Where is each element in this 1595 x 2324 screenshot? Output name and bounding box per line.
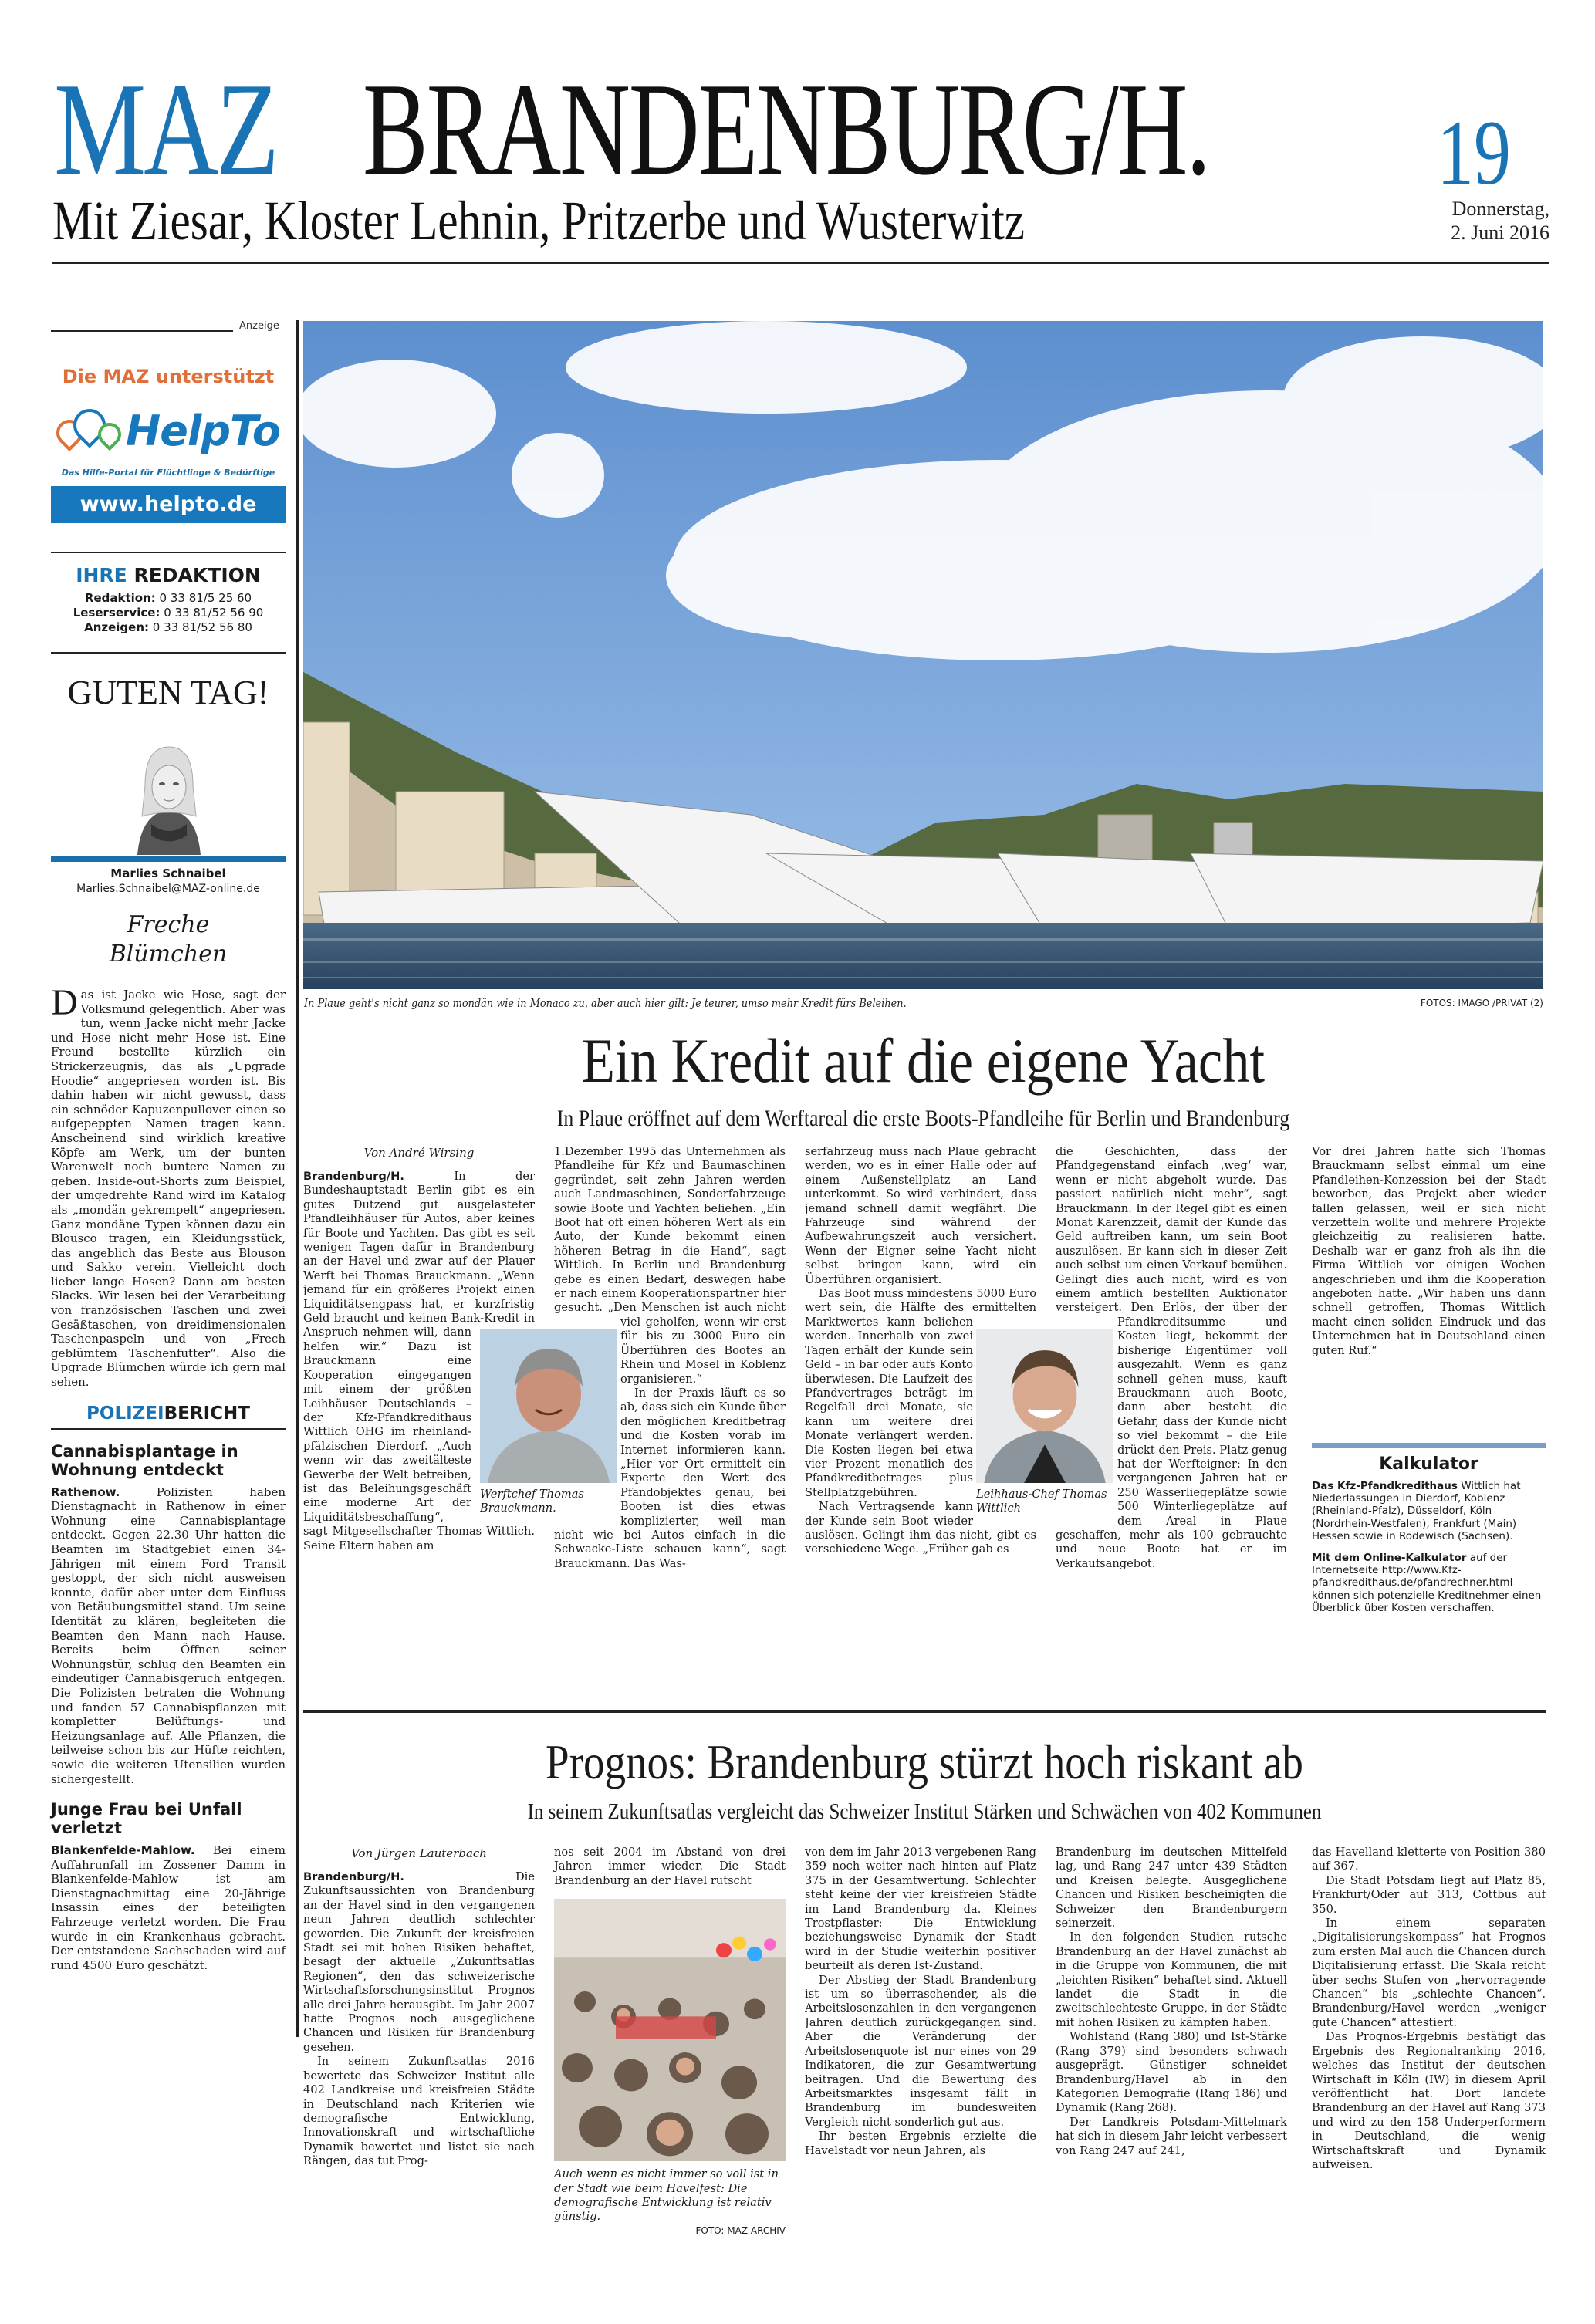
- redaktion-title-black: REDAKTION: [133, 564, 261, 586]
- masthead-subtitle: Mit Ziesar, Kloster Lehnin, Pritzerbe und Wusterwitz: [52, 190, 1025, 252]
- issue-weekday: Donnerstag,: [1451, 198, 1549, 220]
- havelfest-credit: FOTO: MAZ-ARCHIV: [695, 2224, 786, 2236]
- redaktion-title-blue: IHRE: [76, 564, 127, 586]
- article2-text: Der Abstieg der Stadt Brandenburg ist um so überraschender, als die Arbeitslosenzahlen in den vergangenen Jahren deutlich zurückgegangen sind. Aber die Veränderung der Arbeitslosenquote ist nur eines von 29 Indikatoren, die zur Gesamtwertung beitragen. Und die Bewertung des Arbeitsmarktes insgesamt fällt in Brandenburg im bundesweiten Vergleich nicht sonderlich gut aus.: [805, 1973, 1036, 2129]
- havelfest-crowd-photo: [554, 1899, 786, 2161]
- police-spacer: [51, 1786, 286, 1800]
- article1-column-5: [1312, 1145, 1546, 1438]
- police-text: Bei einem Auffahrunfall im Zossener Damm in Blankenfelde-Mahlow ist am Dienstagnachmittag eine 20-Jährige Insassin eines der beteiligten Fahrzeuge verletzt worden. Die Frau wurde in ein Krankenhaus gebracht. Der entstandene Sachschaden wird auf rund 4500 Euro geschätzt.: [51, 1843, 286, 1972]
- article2-text: nos seit 2004 im Abstand von drei Jahren immer wieder. Die Stadt Brandenburg an der Havel rutscht: [554, 1846, 786, 1887]
- author-name: Marlies Schnaibel: [110, 866, 226, 880]
- article2-text: In den folgenden Studien rutsche Brandenburg an der Havel zunächst ab in die Gruppe von Kommunen, die mit „leichten Risiken“ behaftet sind. Aktuell landet die Stadt in die zweitschlechteste Gruppe, in der Städte mit hohen Risiken zu kämpfen haben.: [1056, 1930, 1287, 2029]
- police-place: Rathenow.: [51, 1485, 120, 1499]
- issue-date: [1435, 198, 1549, 245]
- article2-text: Ihr besten Ergebnis erzielte die Havelstadt vor neun Jahren, als: [805, 2130, 1036, 2157]
- article1-dateline: Brandenburg/H.: [303, 1170, 404, 1183]
- kalkulator-lead: Das Kfz-Pfandkredithaus: [1312, 1480, 1458, 1492]
- author-portrait: [106, 739, 231, 855]
- redaktion-contacts: [51, 591, 286, 635]
- brauckmann-portrait: [480, 1329, 617, 1483]
- police-report-1: [51, 1442, 286, 1786]
- contact-label: Anzeigen:: [84, 620, 150, 634]
- brauckmann-caption: Werftchef Thomas Brauckmann.: [480, 1488, 584, 1515]
- article2-dateline: Brandenburg/H.: [303, 1870, 404, 1883]
- contact-phone: 0 33 81/52 56 80: [152, 620, 252, 634]
- wittlich-portrait: [976, 1329, 1113, 1483]
- article2-text: Der Landkreis Potsdam-Mittelmark hat sich in diesem Jahr leicht verbessert von Rang 247 auf 241,: [1056, 2115, 1287, 2157]
- dropcap: D: [51, 982, 78, 1023]
- article1-text: In der Praxis läuft es so ab, dass sich ein Kunde über den möglichen Kreditbetrag und die Kosten vorab im Internet informieren kann. „Hier vor Ort ermittelt ein Experte den Wert des Pfandobjektes genau, bei Booten ist dies etwas komplizierter, weil man nicht wie bei Autos einfach in die Schwacke-Liste schauen kann“, sagt Brauckmann. Das Was-: [554, 1386, 786, 1570]
- article1-text: Nach Vertragsende kann der Kunde sein Boot wieder auslösen. Gelingt ihm das nicht, gibt es verschiedene Wege. „Früher gab es: [805, 1500, 1036, 1556]
- article1-text: Das Boot muss mindestens 5000 Euro wert sein, die Hälfte des ermittelten Marktwertes kann beliehen werden. Innerhalb von zwei Tagen erhält der Kunde sein Geld – in bar oder aufs Konto überwiesen. Die Laufzeit des Pfandvertrages beträgt im Regelfall drei Monate, sie kann um weitere drei Monate verlängert werden. Die Kosten liegen bei etwa vier Prozent monatlich des Pfandkreditbetrages plus Stellplatzgebühren.: [805, 1287, 1036, 1499]
- article1-text: In der Bundeshauptstadt Berlin gibt es ein gutes Dutzend gut ausgelasteter Pfandleihhäuser für Autos, aber keines für Boote und Yachten. Das gibt es seit wenigen Tagen dafür in Brandenburg an der Havel und zwar auf der Plauer Werft bei Thomas Brauckmann. „Wenn jemand für ein größeres Projekt einen Liquiditätsengpass hat, er kurzfristig Geld braucht und keinen Bank-Kredit in Anspruch nehmen will, dann helfen wir.“ Dazu ist Brauckmann eine Kooperation eingegangen mit einem der größten Leihhäuser Deutschlands – der Kfz-Pfandkredithaus Wittlich OHG im rheinland-pfälzischen Dierdorf. „Auch wenn wir das zweitälteste Gewerbe der Welt betreiben, ist das Beleihungsgeschäft eine moderne Art der Liquiditätsbeschaffung“, sagt Mitgesellschafter Thomas Wittlich. Seine Eltern haben am: [303, 1170, 535, 1552]
- havelfest-caption: [554, 2167, 786, 2237]
- sidebar-divider: [296, 320, 299, 2037]
- article2-text: In seinem Zukunftsatlas 2016 bewertete das Schweizer Institut alle 402 Landkreise und kreisfreien Städte in Deutschland nach Kriterien wie demografische Entwicklung, Innovationskraft und wirtschaftliche Dynamik bewertet und listet sie nach Rängen, das tut Prog-: [303, 2055, 535, 2168]
- article2-text: Die Zukunftsaussichten von Brandenburg an der Havel sind in den vergangenen neun Jahren deutlich schlechter geworden. Die Zukunft der kreisfreien Stadt sei mit hohen Risiken behaftet, besagt der aktuelle „Zukunftsatlas Regionen“, den das schweizerische Wirtschaftsforschungsinstitut Prognos alle drei Jahre herausgibt. Im Jahr 2007 hatte Prognos noch ausgeglichene Chancen und Risiken für Brandenburg gesehen.: [303, 1870, 535, 2054]
- kalkulator-link[interactable]: auf der Internetseite http://www.Kfz-pfandkredithaus.de/pfandrechner.html können sich potenzielle Kreditnehmer einen Überblick über Kosten verschaffen.: [1312, 1552, 1542, 1614]
- article2-column-3: [805, 1846, 1036, 2309]
- column-body: as ist Jacke wie Hose, sagt der Volksmund gelegentlich. Aber was tun, wenn Jacke nicht mehr Jacke und Hose nicht mehr Hose ist. Eine Freund bestellte kürzlich ein Strickerzeugnis, das als „Upgrade Hoodie“ angepriesen worden ist. Bis dahin haben wir nicht gewusst, dass ein schnöder Kapuzenpullover einen so aufgepeppten Namen tragen kann. Anscheinend sind wirklich kreative Köpfe am Werk, um der bunten Warenwelt noch buntere Namen zu geben. Inside-out-Shorts zum Beispiel, der umgedrehte Rand wird im Katalog als „mondän gekrempelt“ angepriesen. Ganz mondäne Typen können dazu ein Blousco tragen, ein Kleidungsstück, das angeblich das Beste aus Blouson und Sakko verein. Vielleicht doch lieber lange Hosen? Dann am besten Slacks. Wir lesen bei der Verarbeitung von französischen Taschen und zwei Gesäßtaschen, von dreidimensionalen Taschenpaspeln und von „Frech geblümtem Taschenfutter“. Also die Upgrade Blümchen würde ich gern mal sehen.: [51, 988, 286, 1390]
- author-bar: [51, 856, 286, 862]
- helpto-tagline: Das Hilfe-Portal für Flüchtlinge & Bedürftige: [61, 468, 275, 478]
- article1-text: Vor drei Jahren hatte sich Thomas Brauckmann selbst einmal um eine Pfandleihen-Konzession bei der Stadt beworben, das Projekt aber wieder fallen gelassen, weil er sich nicht verzetteln wollte und mehrere Projekte gleichzeitig zu realisieren hatte. Deshalb war er ganz froh als ihn die Firma Wittlich vor einigen Wochen angeschrieben und ihm die Kooperation angeboten hatte. „Wir haben uns dann schnell getroffen, Thomas Wittlich macht einen soliden Eindruck und das Unternehmen hat in Deutschland einen guten Ruf.“: [1312, 1145, 1546, 1357]
- helpto-headline: Die MAZ unterstützt: [62, 366, 275, 387]
- masthead-edition: BRANDENBURG/H.: [363, 56, 1209, 203]
- photo-credit: FOTOS: IMAGO /PRIVAT (2): [1420, 998, 1543, 1008]
- wittlich-figure: [976, 1329, 1113, 1522]
- kalkulator-bar: [1312, 1443, 1546, 1448]
- police-place: Blankenfelde-Mahlow.: [51, 1843, 195, 1858]
- brauckmann-figure: [480, 1329, 617, 1522]
- article2-column-2: [554, 1846, 786, 2237]
- smiley-pins-icon: [56, 407, 118, 454]
- article2-text: Die Stadt Potsdam liegt auf Platz 85, Frankfurt/Oder auf 313, Cottbus auf 350.: [1312, 1873, 1546, 1916]
- havelfest-caption-text: Auch wenn es nicht immer so voll ist in der Stadt wie beim Havelfest: Die demografische Entwicklung ist relativ günstig.: [554, 2167, 779, 2224]
- polizeibericht-title: [51, 1402, 286, 1425]
- article1-subheadline: In Plaue eröffnet auf dem Werftareal die erste Boots-Pfandleihe für Berlin und Brandenburg: [556, 1106, 1290, 1131]
- wittlich-caption: Leihhaus-Chef Thomas Wittlich: [976, 1488, 1107, 1515]
- contact-phone: 0 33 81/5 25 60: [159, 591, 252, 605]
- article2-text: Wohlstand (Rang 380) und Ist-Stärke (Rang 379) sind besonders schwach ausgeprägt. Günstiger schneidet Brandenburg/Havel ab in den Kategorien Demografie (Rang 186) und Dynamik (Rang 268).: [1056, 2030, 1287, 2115]
- yacht-harbor-photo: [303, 321, 1543, 989]
- article2-text: Brandenburg im deutschen Mittelfeld lag, und Rang 247 unter 439 Städten und Kreisen belegte. Ausgeglichene Chancen und Risiken bescheinigten die Schweizer den Brandenburgern seinerzeit.: [1056, 1846, 1287, 1930]
- police-report-2: [51, 1800, 286, 1972]
- article1-text: die Geschichten, dass der Pfandgegenstand einfach ‚weg‘ war, wenn er nicht abgeholt wurde. Das passiert natürlich nicht mehr“, sagt Brauckmann. In der Regel gibt es einen Monat Karenzzeit, damit der Kunde das Geld auftreiben kann, um sein Boot auszulösen. Er kann sich in dieser Zeit auch selbst um einen Verkauf bemühen. Gelingt dies auch nicht, wird es von einem amtlich bestellten Auktionator versteigert. Den Erlös, der über der Pfandkreditsumme und Kosten liegt, bekommt der bisherige Eigentümer voll ausgezahlt. Wenn es ganz schnell gehen muss, kauft Brauckmann auch Boote, dann aber besteht die Gefahr, dass der Kunde nicht so viel bekommt – die Eile drückt den Preis. Platz genug hat der Werfteigner: In den vergangenen Jahren hat er 250 Wasserliegeplätze sowie 500 Winterliegeplätze auf dem Areal in Plaue geschaffen, mehr als 100 gebrauchte und neue Boote hat er im Verkaufsangebot.: [1056, 1145, 1287, 1570]
- article2-column-4: [1056, 1846, 1287, 2309]
- police-body: [51, 1485, 286, 1786]
- column-title-line-1: Freche: [127, 911, 210, 938]
- author-email-link[interactable]: Marlies.Schnaibel@MAZ-online.de: [76, 883, 260, 895]
- article2-text: Das Prognos-Ergebnis bestätigt das Ergebnis des Regionalranking 2016, welches das Institut der deutschen Wirtschaft in Köln (IW) in diesem April veröffentlicht hat. Dort landete Brandenburg an der Havel auf Rang 373 und wird zu den 158 Underperformern in Deutschland, die wenig Wirtschaftskraft und Dynamik aufweisen.: [1312, 2030, 1546, 2171]
- article2-headline[interactable]: Prognos: Brandenburg stürzt hoch riskant ab: [546, 1735, 1303, 1789]
- guten-tag-title: GUTEN TAG!: [67, 674, 269, 711]
- kalkulator-title: Kalkulator: [1379, 1454, 1478, 1474]
- article2-text: das Havelland kletterte von Position 380 auf 367.: [1312, 1846, 1546, 1873]
- redaktion-rule-bottom: [51, 652, 286, 654]
- police-headline: Cannabisplantage in Wohnung entdeckt: [51, 1441, 238, 1479]
- contact-line: [51, 620, 286, 635]
- article1-text: 1.Dezember 1995 das Unternehmen als Pfandleihe für Kfz und Baumaschinen gegründet, seit zehn Jahren werden auch Landmaschinen, Sonderfahrzeuge sowie Boote und Yachten beliehen. „Ein Boot hat oft einen höheren Wert als ein Auto, der Kunde bekommt einen höheren Betrag in die Hand“, sagt Wittlich. In Berlin und Brandenburg gebe es einen Bedarf, deswegen habe er nach einem Kooperationspartner hier gesucht. „Den Menschen ist auch nicht viel geholfen, wenn wir erst für bis zu 3000 Euro ein Überführen des Bootes an Rhein und Mosel in Koblenz organisieren.“: [554, 1145, 786, 1386]
- helpto-logo[interactable]: [51, 398, 286, 463]
- issue-date-text: 2. Juni 2016: [1451, 221, 1549, 244]
- article2-byline: Von Jürgen Lauterbach: [351, 1846, 487, 1860]
- redaktion-rule-top: [51, 552, 286, 553]
- police-body: [51, 1843, 286, 1972]
- masthead-brand: MAZ: [54, 56, 277, 203]
- article2-text: In einem separaten „Digitalisierungskompass“ hat Prognos zum ersten Mal auch die Chancen durch Digitalisierung erfasst. Die Skala reicht über sechs Stufen von „hervorragende Chancen“ bis „schlechte Chancen“. Brandenburg/Havel werden „weniger gute Chancen“ attestiert.: [1312, 1917, 1546, 2029]
- ad-label: Anzeige: [239, 320, 279, 332]
- contact-label: Redaktion:: [84, 591, 156, 605]
- contact-line: [51, 591, 286, 606]
- article1-headline[interactable]: Ein Kredit auf die eigene Yacht: [581, 1025, 1266, 1096]
- masthead-rule: [52, 262, 1549, 264]
- kalkulator-lead: Mit dem Online-Kalkulator: [1312, 1552, 1467, 1565]
- police-text: Polizisten haben Dienstagnacht in Rathenow in einer Wohnung eine Cannabisplantage entdeckt. Gegen 22.30 Uhr hatten die Beamten im Stadtgebiet einen 34-Jährigen mit einem Ford Transit gestoppt, der sich nicht ausweisen konnte, dafür aber unter dem Einfluss von Betäubungsmittel stand. Um seine Identität zu klären, begleiteten die Beamten den Mann nach Hause. Bereits beim Öffnen seiner Wohnungstür, schlug den Beamten ein eindeutiger Cannabisgeruch entgegen. Die Polizisten betraten die Wohnung und fanden 57 Cannabispflanzen mit kompletter Belüftungs- und Heizungsanlage auf. Alle Pflanzen, die teilweise schon bis zur Hüfte reichten, sowie die weiteren Utensilien wurden sichergestellt.: [51, 1485, 286, 1786]
- contact-label: Leserservice:: [73, 606, 161, 620]
- article1-text: serfahrzeug muss nach Plaue gebracht werden, wo es in einer Halle oder auf einem Außenstellplatz an Land unterkommt. So wird verhindert, dass jemand schnell damit wegfährt. Die Fahrzeuge sind während der Aufbewahrungszeit auch versichert. Wenn der Eigner seine Yacht nicht selbst bringen kann, wird ein Überführen organisiert.: [805, 1145, 1036, 1286]
- article2-column-1: [303, 1846, 535, 2309]
- polizei-title-blue: POLIZEI: [86, 1403, 164, 1424]
- sidebar-flow: [51, 982, 286, 1972]
- ad-rule: [51, 330, 233, 332]
- polizei-rule: [51, 1428, 286, 1430]
- article2-text: von dem im Jahr 2013 vergebenen Rang 359 noch weiter nach hinten auf Platz 375 in der Gesamtwertung. Schlechter steht keine der vier kreisfreien Städte im Land Brandenburg da. Kleines Trostpflaster: Die Entwicklung beziehungsweise Dynamik der Stadt wird in der Studie weiterhin positiver beurteilt als deren Ist-Zustand.: [805, 1846, 1036, 1973]
- section-rule: [303, 1710, 1546, 1713]
- article2-subheadline: In seinem Zukunftsatlas vergleicht das Schweizer Institut Stärken und Schwächen von 402 Kommunen: [527, 1799, 1322, 1824]
- polizei-title-black: BERICHT: [164, 1403, 250, 1424]
- helpto-url-link[interactable]: www.helpto.de: [51, 486, 286, 523]
- contact-phone: 0 33 81/52 56 90: [164, 606, 264, 620]
- redaktion-title: [51, 563, 286, 588]
- contact-line: [51, 606, 286, 620]
- article1-byline: Von André Wirsing: [363, 1146, 475, 1160]
- column-title-line-2: Blümchen: [109, 941, 228, 968]
- kalkulator-text: Wittlich hat Niederlassungen in Dierdorf, Koblenz (Rheinland-Pfalz), Düsseldorf, Köln (Nordrhein-Westfalen), Frankfurt (Main) Hessen sowie in Rodewisch (Sachsen).: [1312, 1480, 1521, 1542]
- article2-column-5: [1312, 1846, 1546, 2309]
- kalkulator-body: [1312, 1480, 1546, 1614]
- police-headline: Junge Frau bei Unfall verletzt: [51, 1800, 242, 1838]
- photo-caption: In Plaue geht's nicht ganz so mondän wie in Monaco zu, aber auch hier gilt: Je teurer, umso mehr Kredit fürs Beleihen.: [304, 996, 907, 1010]
- page-number: 19: [1437, 101, 1511, 204]
- helpto-wordmark: HelpTo: [126, 406, 280, 455]
- column-title: [51, 910, 286, 969]
- column-text: [51, 982, 286, 1390]
